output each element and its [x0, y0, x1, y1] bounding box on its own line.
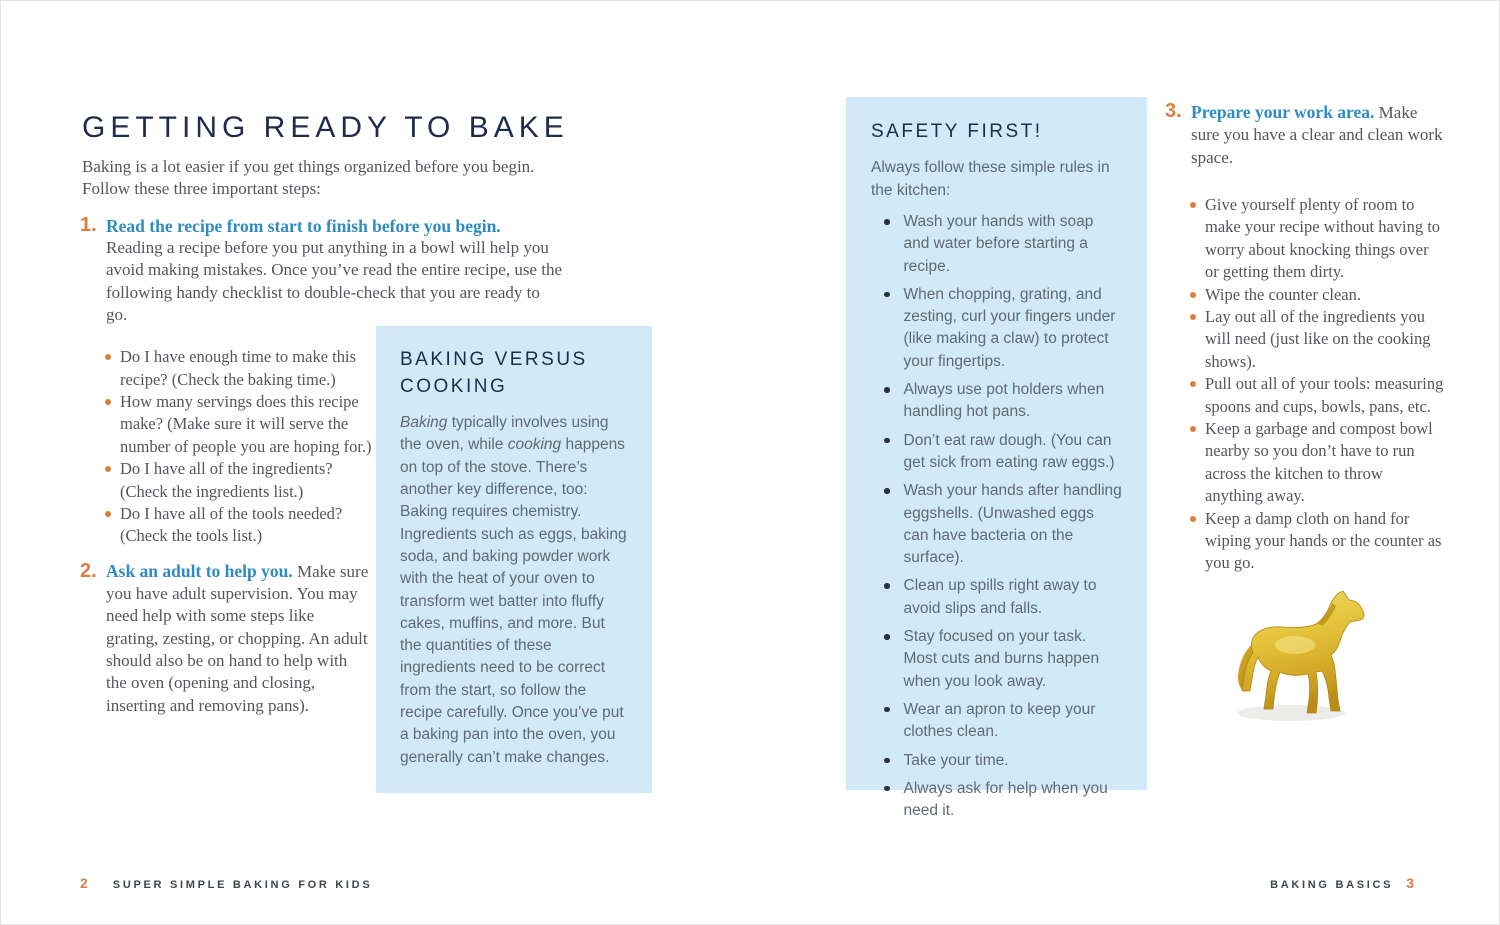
list-item: [105, 391, 373, 458]
list-item: [105, 458, 373, 503]
book-title-footer: SUPER SIMPLE BAKING FOR KIDS: [112, 879, 373, 891]
list-item-text: Do I have enough time to make this recipe? (Check the baking time.): [120, 347, 356, 389]
bullet-dot: [105, 511, 111, 517]
list-item-text: Take your time.: [903, 751, 1009, 769]
list-item: [884, 626, 1122, 693]
safety-box-intro: Always follow these simple rules in the kitchen:: [871, 159, 1110, 199]
gold-horse-figurine-image: [1229, 587, 1377, 727]
right-page-footer: [1270, 875, 1414, 891]
bullet-dot: [884, 292, 890, 298]
list-item: [884, 750, 1122, 772]
list-item-text: Keep a damp cloth on hand for wiping your hands or the counter as you go.: [1205, 508, 1442, 573]
bullet-dot: [1190, 381, 1196, 387]
bullet-dot: [884, 583, 890, 589]
list-item-text: Do I have all of the tools needed? (Check the tools list.): [120, 504, 343, 546]
bullet-dot: [884, 438, 890, 444]
bullet-dot: [1190, 426, 1196, 432]
list-item: [1190, 508, 1444, 575]
list-item: [1190, 284, 1444, 306]
safety-rules-list: [884, 211, 1122, 822]
safety-first-box: [846, 97, 1147, 820]
list-item-text: Keep a garbage and compost bowl nearby so you don’t have to run across the kitchen to throw anything away.: [1205, 418, 1433, 506]
bullet-dot: [884, 488, 890, 494]
list-item: [1190, 373, 1444, 418]
info-box-body: [400, 412, 629, 769]
list-item: [105, 503, 373, 548]
bullet-dot: [884, 707, 890, 713]
left-page: [82, 110, 657, 793]
italic-term: cooking: [507, 436, 562, 454]
list-item: [1190, 306, 1444, 373]
left-text-column: [82, 326, 376, 793]
section-title-footer: BAKING BASICS: [1270, 879, 1394, 891]
list-item-text: When chopping, grating, and zesting, curl your fingers under (like making a claw) to protect your fingertips.: [903, 285, 1116, 370]
step-1-number: 1.: [80, 214, 97, 236]
list-item-text: Wash your hands with soap and water before starting a recipe.: [903, 213, 1094, 275]
recipe-checklist: [105, 346, 373, 548]
step-3-body: Make sure you have a clear and clean work space.: [1191, 103, 1443, 167]
list-item: [884, 284, 1122, 373]
info-box-title: BAKING VERSUS COOKING: [400, 349, 588, 398]
bullet-dot: [1190, 202, 1196, 208]
list-item: [884, 575, 1122, 620]
list-item: [884, 699, 1122, 744]
work-area-list: [1190, 194, 1444, 575]
list-item: [1190, 194, 1444, 284]
list-item-text: Wipe the counter clean.: [1205, 284, 1362, 304]
step-3-number: 3.: [1165, 100, 1182, 122]
list-item-text: Always use pot holders when handling hot pans.: [903, 381, 1105, 421]
baking-versus-cooking-box: [376, 326, 652, 793]
list-item-text: Clean up spills right away to avoid slips and falls.: [903, 577, 1097, 617]
text-run: happens on top of the stove. There’s another key difference, too: Baking requires chemistry. Ingredients such as eggs, baking soda, and baking powder work with the heat of your oven to transform wet batter into fluffy cakes, muffins, and more. But the quantities of these ingredients need to be correct from the start, so follow the recipe carefully. Once you’ve put a baking pan into the oven, you generally can’t make changes.: [400, 436, 627, 766]
page-title: GETTING READY TO BAKE: [82, 111, 569, 144]
list-item: [105, 346, 373, 391]
bullet-dot: [884, 387, 890, 393]
list-item: [884, 480, 1122, 569]
step-3-lead: Prepare your work area.: [1191, 102, 1375, 122]
right-page-number: 3: [1406, 875, 1414, 891]
list-item-text: Do I have all of the ingredients? (Check the ingredients list.): [120, 459, 333, 501]
list-item: [884, 778, 1122, 823]
italic-term: Baking: [400, 414, 448, 432]
list-item-text: Give yourself plenty of room to make your recipe without having to worry about knocking things over or getting them dirty.: [1205, 194, 1441, 282]
safety-box-title: SAFETY FIRST!: [871, 121, 1043, 142]
step-2-number: 2.: [80, 559, 97, 582]
list-item-text: Pull out all of your tools: measuring spoons and cups, bowls, pans, etc.: [1205, 374, 1444, 416]
bullet-dot: [1190, 516, 1196, 522]
list-item-text: Stay focused on your task. Most cuts and burns happen when you look away.: [903, 628, 1100, 690]
step-3: [1167, 101, 1445, 169]
list-item: [1190, 418, 1444, 508]
list-item: [884, 211, 1122, 278]
bullet-dot: [884, 219, 890, 225]
text-run: typically involves using the oven, while: [400, 414, 609, 454]
step-1-body: Reading a recipe before you put anything in a bowl will help you avoid making mistakes. Once you’ve read the entire recipe, use the following handy checklist to double-check that you are ready to go.: [106, 238, 562, 324]
bullet-dot: [1190, 292, 1196, 298]
step-1: [82, 215, 564, 326]
list-item-text: Wear an apron to keep your clothes clean.: [903, 700, 1096, 741]
bullet-dot: [884, 758, 890, 764]
horse-highlight: [1275, 636, 1315, 654]
horse-shadow: [1237, 705, 1345, 721]
bullet-dot: [105, 399, 111, 405]
step-2: [82, 561, 370, 717]
list-item-text: Don’t eat raw dough. (You can get sick from eating raw eggs.): [903, 431, 1115, 471]
list-item: [884, 379, 1122, 424]
step-2-lead: Ask an adult to help you.: [106, 560, 293, 581]
list-item: [884, 430, 1122, 475]
bullet-dot: [105, 354, 111, 360]
intro-paragraph: Baking is a lot easier if you get things organized before you begin. Follow these three important steps:: [82, 157, 535, 198]
left-page-number: 2: [80, 875, 88, 891]
list-item-text: Wash your hands after handling eggshells. (Unwashed eggs can have bacteria on the surface).: [903, 482, 1122, 567]
bullet-dot: [1190, 314, 1196, 320]
bullet-dot: [105, 466, 111, 472]
left-two-column-area: [82, 326, 657, 793]
list-item-text: How many servings does this recipe make? (Make sure it will serve the number of people you are hoping for.): [120, 392, 372, 456]
bullet-dot: [884, 634, 890, 640]
list-item-text: Lay out all of the ingredients you will need (just like on the cooking shows).: [1205, 306, 1431, 371]
left-page-footer: [80, 875, 372, 891]
list-item-text: Always ask for help when you need it.: [903, 779, 1108, 820]
right-text-column: [1167, 101, 1447, 732]
step-1-lead: Read the recipe from start to finish before you begin.: [106, 216, 501, 236]
bullet-dot: [884, 786, 890, 792]
step-2-body: Make sure you have adult supervision. You may need help with some steps like grating, zesting, or chopping. An adult should also be on hand to help with the oven (opening and closing, inserting and removing pans).: [106, 561, 369, 715]
